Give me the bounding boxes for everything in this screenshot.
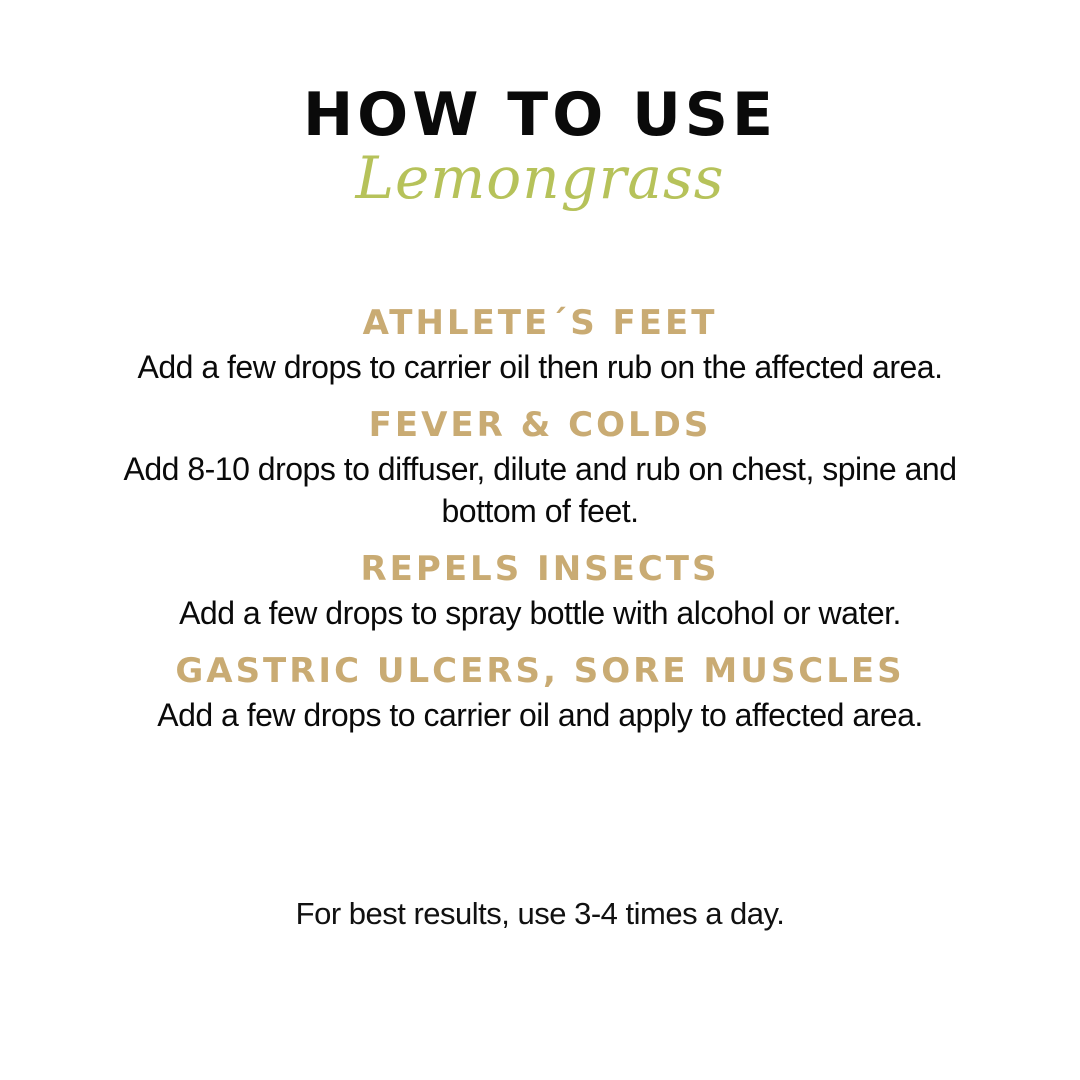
page-subtitle: Lemongrass (355, 144, 725, 212)
section-heading: GASTRIC ULCERS, SORE MUSCLES (175, 651, 905, 691)
section-body: Add a few drops to spray bottle with alcohol or water. (179, 595, 901, 631)
usage-section-fever-colds (100, 402, 980, 532)
usage-sections (100, 300, 980, 750)
page-title: HOW TO USE (302, 80, 778, 150)
section-body: Add 8-10 drops to diffuser, dilute and rub on chest, spine and bottom of feet. (123, 451, 957, 529)
usage-section-repels-insects (100, 546, 980, 634)
section-heading: FEVER & COLDS (368, 405, 712, 445)
usage-section-gastric-ulcers (100, 648, 980, 736)
footer-note: For best results, use 3-4 times a day. (295, 896, 785, 931)
section-heading: REPELS INSECTS (360, 549, 720, 589)
section-body: Add a few drops to carrier oil then rub on the affected area. (137, 349, 943, 385)
section-heading: ATHLETE´S FEET (362, 303, 718, 343)
section-body: Add a few drops to carrier oil and apply to affected area. (157, 697, 923, 733)
usage-section-athletes-feet (100, 300, 980, 388)
